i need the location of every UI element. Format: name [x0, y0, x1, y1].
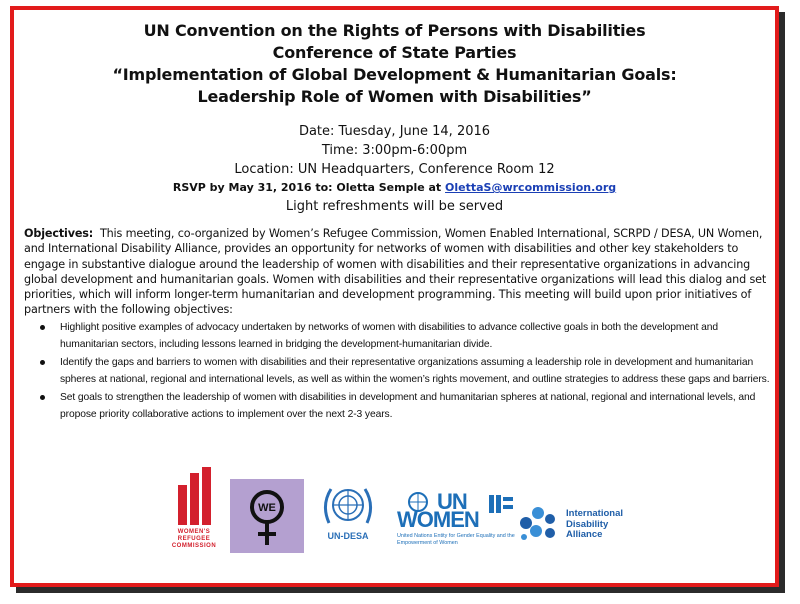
flyer-title: [14, 20, 775, 108]
un-desa-logo: [317, 481, 379, 557]
objectives-label: Objectives:: [24, 227, 94, 240]
event-time: Time: 3:00pm-6:00pm: [321, 143, 468, 158]
womens-refugee-commission-logo: [168, 467, 218, 553]
list-item: [24, 389, 772, 424]
we-logo-text: WE: [258, 502, 276, 514]
un-emblem-icon: [317, 481, 379, 531]
event-location: Location: UN Headquarters, Conference Room 12: [234, 162, 555, 177]
wrc-logo-text: WOMEN'S REFUGEE COMMISSION: [171, 529, 217, 549]
women-enabled-logo: [230, 479, 304, 553]
title-line-1: UN Convention on the Rights of Persons with Disabilities: [143, 21, 646, 40]
un-women-un-text: UN: [437, 489, 467, 514]
event-details: [14, 122, 775, 216]
bullet-text: Identify the gaps and barriers to women with disabilities and their representative organizations assuming a leadership role in development and humanitarian spheres at national, regional and international levels, as well as within the women’s rights movement, and outline strategies to address these gaps and barriers.: [60, 356, 770, 386]
female-symbol-icon: [230, 479, 304, 553]
title-line-2: Conference of State Parties: [272, 43, 517, 62]
event-date: Date: Tuesday, June 14, 2016: [298, 124, 491, 139]
bullet-text: Set goals to strengthen the leadership of women with disabilities in development and humanitarian spheres at national, regional and international levels, and propose priority collaborative actions to implement over the next 2-3 years.: [60, 391, 756, 421]
flyer-frame: [10, 6, 779, 587]
list-item: [24, 354, 772, 389]
rsvp-text: RSVP by May 31, 2016 to: Oletta Semple at: [172, 181, 446, 194]
ida-logo-icon: [516, 501, 562, 545]
bullet-icon: [40, 325, 45, 330]
un-women-subtitle: United Nations Entity for Gender Equality and the Empowerment of Women: [397, 533, 515, 546]
refreshments-note: Light refreshments will be served: [285, 199, 504, 214]
bullet-icon: [40, 360, 45, 365]
list-item: [24, 319, 772, 354]
bullet-text: Highlight positive examples of advocacy undertaken by networks of women with disabilities to advance collective goals in both the development and humanitarian sectors, including lessons learned in bridging the development-humanitarian divide.: [60, 321, 719, 351]
rsvp-line: [14, 179, 775, 197]
gender-equality-icon: [487, 493, 515, 515]
bullet-icon: [40, 395, 45, 400]
partner-logos: [14, 465, 783, 575]
objectives-list: [24, 319, 772, 424]
rsvp-email-link[interactable]: OlettaS@wrcommission.org: [445, 181, 617, 194]
objectives-paragraph: [24, 226, 772, 318]
un-women-women-text: WOMEN: [397, 507, 479, 532]
un-desa-text: UN-DESA: [327, 531, 369, 541]
title-line-3: “Implementation of Global Development & Humanitarian Goals:: [112, 65, 677, 84]
objectives-section: [24, 226, 772, 424]
title-line-4: Leadership Role of Women with Disabilities”: [197, 87, 592, 106]
international-disability-alliance-logo: [516, 501, 636, 551]
un-women-logo: [397, 489, 519, 557]
objectives-text: This meeting, co-organized by Women’s Refugee Commission, Women Enabled International, SCRPD / DESA, UN Women, and International Disability Alliance, provides an opportunity for networks of women with disabilities and other key stakeholders to engage in substantive dialogue around the leadership of women with disabilities and their representative organizations in advancing global development and humanitarian goals. Women with disabilities and their representative organizations will lead this dialog and set priorities, which will inform longer-term humanitarian and development programming. This meeting will build upon prior initiatives of partners with the following objectives:: [24, 227, 767, 317]
ida-logo-text: International Disability Alliance: [566, 508, 624, 540]
